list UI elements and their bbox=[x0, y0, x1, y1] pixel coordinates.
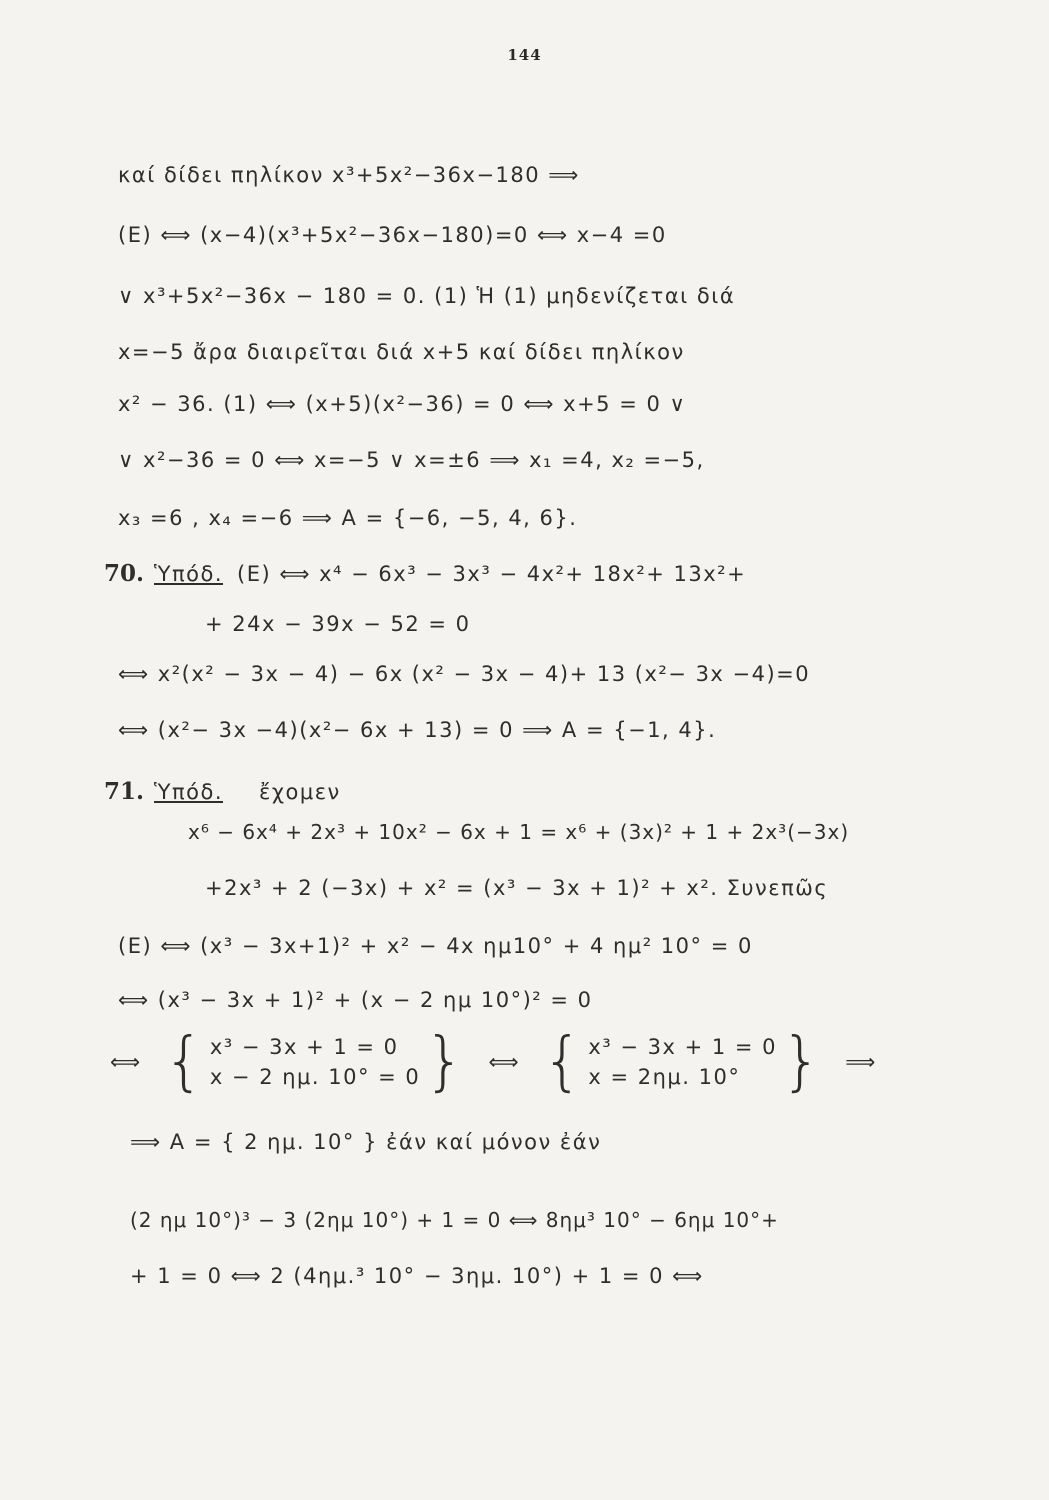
page-number: 144 bbox=[507, 46, 542, 64]
system-b bbox=[584, 1032, 781, 1092]
line-12: ἔχομεν bbox=[259, 780, 341, 804]
line-3: ∨ x³+5x²−36x − 180 = 0. (1) Ἡ (1) μηδενίζεται διά bbox=[118, 284, 736, 308]
line-17: ⟹ A = { 2 ημ. 10° } ἐάν καί μόνον ἐάν bbox=[130, 1130, 602, 1154]
line-14: +2x³ + 2 (−3x) + x² = (x³ − 3x + 1)² + x². Συνεπῶς bbox=[205, 876, 829, 900]
line-6: ∨ x²−36 = 0 ⟺ x=−5 ∨ x=±6 ⟹ x₁ =4, x₂ =−5, bbox=[118, 448, 705, 472]
line-1: καί δίδει πηλίκον x³+5x²−36x−180 ⟹ bbox=[118, 163, 580, 187]
system-a-row-2: x − 2 ημ. 10° = 0 bbox=[209, 1065, 421, 1089]
system-mid-arrow: ⟺ bbox=[488, 1050, 521, 1074]
line-16: ⟺ (x³ − 3x + 1)² + (x − 2 ημ 10°)² = 0 bbox=[118, 988, 593, 1012]
line-13: x⁶ − 6x⁴ + 2x³ + 10x² − 6x + 1 = x⁶ + (3x)² + 1 + 2x³(−3x) bbox=[188, 820, 850, 844]
system-a bbox=[206, 1032, 424, 1092]
problem-71-line bbox=[104, 778, 341, 805]
line-2: (E) ⟺ (x−4)(x³+5x²−36x−180)=0 ⟺ x−4 =0 bbox=[118, 223, 667, 247]
problem-70-line bbox=[104, 560, 746, 587]
system-right-arrow: ⟹ bbox=[845, 1050, 877, 1074]
line-15: (E) ⟺ (x³ − 3x+1)² + x² − 4x ημ10° + 4 ημ² 10° = 0 bbox=[118, 934, 753, 958]
equation-system-row bbox=[110, 1025, 899, 1099]
right-brace-a: } bbox=[424, 1025, 467, 1099]
problem-70-number: 70. bbox=[104, 560, 145, 587]
line-19: + 1 = 0 ⟺ 2 (4ημ.³ 10° − 3ημ. 10°) + 1 = 0 ⟺ bbox=[130, 1264, 704, 1288]
problem-71-hint: Ὑπόδ. bbox=[154, 780, 223, 804]
problem-71-number: 71. bbox=[104, 778, 145, 805]
line-11: ⟺ (x²− 3x −4)(x²− 6x + 13) = 0 ⟹ A = {−1, 4}. bbox=[118, 718, 717, 742]
line-4: x=−5 ἄρα διαιρεῖται διά x+5 καί δίδει πηλίκον bbox=[118, 340, 685, 364]
system-b-row-2: x = 2ημ. 10° bbox=[588, 1065, 741, 1089]
line-18: (2 ημ 10°)³ − 3 (2ημ 10°) + 1 = 0 ⟺ 8ημ³ 10° − 6ημ 10°+ bbox=[130, 1208, 779, 1232]
line-8: (E) ⟺ x⁴ − 6x³ − 3x³ − 4x²+ 18x²+ 13x²+ bbox=[237, 562, 747, 586]
line-7: x₃ =6 , x₄ =−6 ⟹ A = {−6, −5, 4, 6}. bbox=[118, 506, 578, 530]
problem-70-hint: Ὑπόδ. bbox=[154, 562, 223, 586]
system-left-arrow: ⟺ bbox=[110, 1050, 142, 1074]
left-brace-b: { bbox=[542, 1025, 585, 1099]
line-10: ⟺ x²(x² − 3x − 4) − 6x (x² − 3x − 4)+ 13 (x²− 3x −4)=0 bbox=[118, 662, 811, 686]
line-9: + 24x − 39x − 52 = 0 bbox=[205, 612, 471, 636]
line-5: x² − 36. (1) ⟺ (x+5)(x²−36) = 0 ⟺ x+5 = 0 ∨ bbox=[118, 392, 687, 416]
left-brace-a: { bbox=[163, 1025, 206, 1099]
system-a-row-1: x³ − 3x + 1 = 0 bbox=[209, 1035, 399, 1059]
system-b-row-1: x³ − 3x + 1 = 0 bbox=[588, 1035, 778, 1059]
right-brace-b: } bbox=[781, 1025, 824, 1099]
